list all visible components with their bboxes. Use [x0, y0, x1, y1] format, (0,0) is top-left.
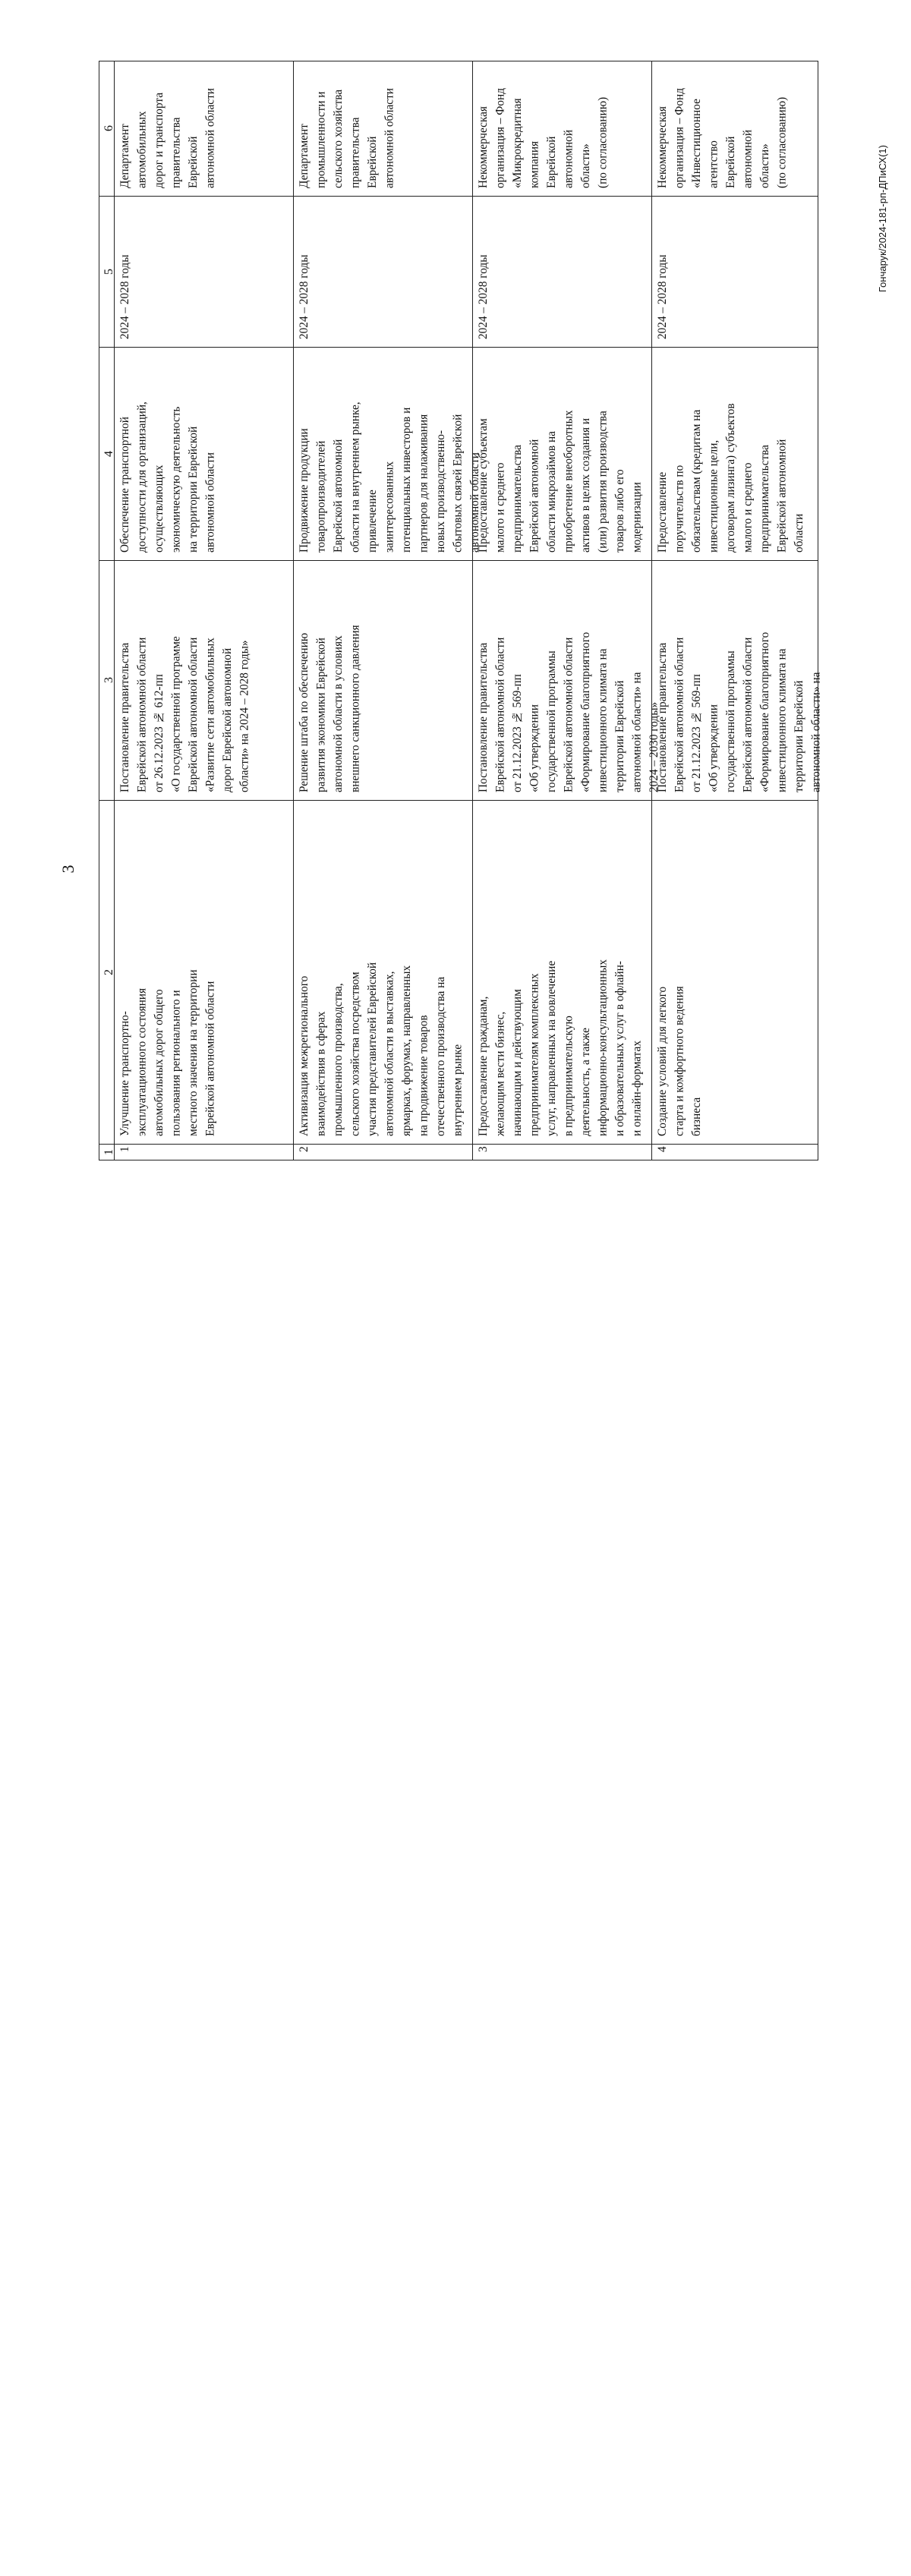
- header-col-4: 4: [99, 348, 115, 561]
- row-4-result: Предоставление поручительств по обязательствам (кредитам на инвестиционные цели, договорам лизинга) субъектов малого и среднего предпринимательства Еврейской автономной области: [652, 348, 818, 561]
- row-1-result: Обеспечение транспортной доступности для организаций, осуществляющих экономическую деятельность на территории Еврейской автономной области: [115, 348, 294, 561]
- row-1-term: 2024 – 2028 годы: [115, 197, 294, 348]
- row-3-result: Предоставление субъектам малого и среднего предпринимательства Еврейской автономной области микрозаймов на приобретение внеоборотных активов в целях создания и (или) развития производства товаров либо его модернизации: [473, 348, 652, 561]
- row-4-task: Создание условий для легкого старта и комфортного ведения бизнеса: [652, 801, 818, 1145]
- row-4-term: 2024 – 2028 годы: [652, 197, 818, 348]
- row-3-document: Постановление правительства Еврейской автономной области от 21.12.2023 № 569-пп «Об утверждении государственной программы Еврейской автономной области «Формирование благоприятного инвестиционного климата на территории Еврейской автономной области» на 2024 – 2030 годы»: [473, 561, 652, 801]
- row-2-task: Активизация межрегионального взаимодействия в сферах промышленного производства, сельского хозяйства посредством участия представителей Еврейской автономной области в выставках, ярмарках, форумах, направленных на продвижение товаров отечественного производства на внутреннем рынке: [294, 801, 473, 1145]
- document-code: Гончарук/2024-181-рп-ДПиСХ(1): [877, 145, 888, 292]
- row-3-task: Предоставление гражданам, желающим вести бизнес, начинающим и действующим предпринимателям комплексных услуг, направленных на вовлечение в предпринимательскую деятельность, а также информационно-консультационных и образовательных услуг в офлайн- и онлайн-форматах: [473, 801, 652, 1145]
- row-4-responsible: Некоммерческая организация – Фонд «Инвестиционное агентство Еврейской автономной области» (по согласованию): [652, 61, 818, 197]
- measures-table: [99, 61, 823, 1160]
- header-col-6: 6: [99, 61, 115, 197]
- header-col-2: 2: [99, 801, 115, 1145]
- row-2-document: Решение штаба по обеспечению развития экономики Еврейской автономной области в условиях внешнего санкционного давления: [294, 561, 473, 801]
- row-3-number: 3: [473, 1145, 652, 1160]
- header-col-1: 1: [99, 1145, 115, 1160]
- row-3-term: 2024 – 2028 годы: [473, 197, 652, 348]
- row-4-document: Постановление правительства Еврейской автономной области от 21.12.2023 № 569-пп «Об утверждении государственной программы Еврейской автономной области «Формирование благоприятного инвестиционного климата на территории Еврейской автономной области» на: [652, 561, 818, 801]
- row-4-number: 4: [652, 1145, 818, 1160]
- row-1-task: Улучшение транспортно- эксплуатационного состояния автомобильных дорог общего пользования регионального и местного значения на территории Еврейской автономной области: [115, 801, 294, 1145]
- row-2-responsible: Департамент промышленности и сельского хозяйства правительства Еврейской автономной области: [294, 61, 473, 197]
- row-1-document: Постановление правительства Еврейской автономной области от 26.12.2023 № 612-пп «О государственной программе Еврейской автономной области «Развитие сети автомобильных дорог Еврейской автономной области» на 2024 – 2028 годы»: [115, 561, 294, 801]
- row-2-number: 2: [294, 1145, 473, 1160]
- row-1-responsible: Департамент автомобильных дорог и транспорта правительства Еврейской автономной области: [115, 61, 294, 197]
- page-number: 3: [58, 864, 77, 874]
- row-2-term: 2024 – 2028 годы: [294, 197, 473, 348]
- row-1-number: 1: [115, 1145, 294, 1160]
- header-col-3: 3: [99, 561, 115, 801]
- header-col-5: 5: [99, 197, 115, 348]
- row-3-responsible: Некоммерческая организация – Фонд «Микрокредитная компания Еврейской автономной области» (по согласованию): [473, 61, 652, 197]
- row-2-result: Продвижение продукции товаропроизводителей Еврейской автономной области на внутреннем рынке, привлечение заинтересованных потенциальных инвесторов и партнеров для налаживания новых производственно- сбытовых связей Еврейской автономной области: [294, 348, 473, 561]
